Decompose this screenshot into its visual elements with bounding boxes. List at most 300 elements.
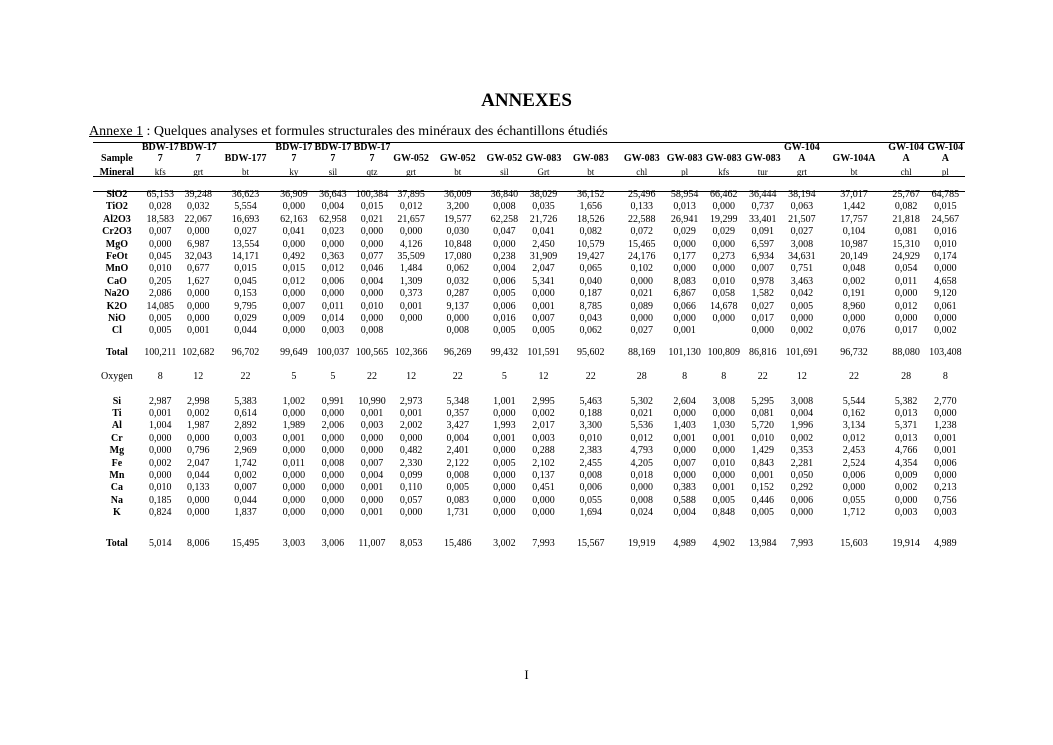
table-cell: 8,006	[187, 537, 210, 549]
table-cell: 22	[452, 371, 463, 383]
table-cell	[665, 382, 704, 394]
table-cell: 0,032	[187, 201, 210, 213]
table-cell: 2,604	[673, 395, 696, 407]
table-cell	[665, 518, 704, 536]
table-cell: 2,122	[446, 457, 469, 469]
table-cell: 0,005	[446, 482, 469, 494]
table-cell	[217, 358, 275, 370]
table-cell: 24,929	[892, 250, 920, 262]
table-cell: 0,006	[790, 494, 814, 506]
table-cell: 102,366	[394, 347, 428, 359]
table-cell: 0,005	[712, 494, 735, 506]
table-cell: 1,993	[493, 420, 516, 432]
table-cell	[926, 518, 965, 536]
table-cell: 1,429	[751, 445, 775, 457]
table-cell: 5,014	[149, 537, 172, 549]
table-cell: 101,591	[527, 347, 560, 359]
table-cell: GW-083	[525, 153, 562, 164]
table-cell: 0,000	[673, 408, 696, 420]
mineral-header-row	[93, 164, 965, 178]
table-cell: 14,171	[231, 250, 260, 262]
table-cell: 36,444	[749, 189, 777, 200]
row-label: Ti	[112, 408, 122, 420]
table-cell: 12	[538, 371, 549, 383]
table-cell: 0,000	[712, 263, 735, 275]
table-cell: 34,631	[788, 250, 816, 262]
annex-link[interactable]: Annexe 1	[89, 124, 144, 139]
table-cell: 0,162	[842, 408, 866, 420]
table-cell: 0,102	[630, 263, 654, 275]
table-cell: 10,579	[576, 238, 605, 250]
table-cell: 8	[157, 371, 163, 383]
table-cell: 0,177	[673, 250, 696, 262]
table-cell: ky	[289, 167, 299, 177]
table-cell	[743, 518, 782, 536]
table-cell	[313, 518, 352, 536]
table-cell	[704, 518, 743, 536]
table-cell: GW-104A	[888, 142, 924, 164]
table-cell: 17,080	[444, 250, 472, 262]
table-cell: 0,072	[630, 226, 654, 238]
table-cell: 0,011	[321, 300, 344, 312]
table-cell: 0,007	[673, 457, 696, 469]
table-cell: 0,007	[234, 482, 257, 494]
table-cell: 0,010	[149, 263, 172, 275]
table-cell: 0,006	[579, 482, 602, 494]
table-cell: sil	[328, 167, 338, 177]
table-cell: 4,766	[894, 445, 918, 457]
table-cell: 15,603	[840, 537, 868, 549]
table-cell: 12	[796, 371, 807, 383]
table-cell: GW-083	[666, 153, 703, 164]
table-cell: 2,770	[934, 395, 957, 407]
table-cell: 0,000	[673, 263, 696, 275]
table-cell: 1,002	[282, 395, 306, 407]
table-cell: 9,137	[446, 300, 469, 312]
table-cell: 0,000	[149, 445, 172, 457]
table-cell: 0,047	[493, 226, 516, 238]
row-label: CaO	[106, 275, 127, 287]
spacer-row	[93, 382, 965, 394]
table-cell	[618, 518, 665, 536]
table-cell: 0,000	[790, 312, 814, 324]
table-cell: sil	[500, 167, 509, 177]
table-cell: 0,043	[579, 312, 602, 324]
table-cell: 1,996	[790, 420, 814, 432]
table-cell: 0,213	[934, 482, 957, 494]
table-cell: bt	[454, 167, 462, 177]
table-cell: 0,000	[187, 312, 210, 324]
table-cell: 0,482	[399, 445, 423, 457]
table-cell: 0,292	[790, 482, 814, 494]
table-cell: 0,001	[934, 432, 957, 444]
table-cell: 36,009	[444, 189, 472, 200]
table-cell: 0,030	[446, 226, 469, 238]
table-cell: kfs	[718, 167, 730, 177]
table-cell: 0,021	[630, 408, 654, 420]
table-cell: 0,000	[673, 238, 696, 250]
row-label: Mineral	[99, 167, 135, 178]
table-cell: 100,565	[355, 347, 389, 359]
table-cell: 0,000	[446, 312, 469, 324]
cation-total-row	[93, 536, 965, 548]
table-cell: 15,465	[628, 238, 656, 250]
table-cell: bt	[242, 167, 250, 177]
table-cell: 5,536	[630, 420, 654, 432]
table-cell: 5	[330, 371, 336, 383]
table-cell: 0,001	[360, 408, 384, 420]
table-cell	[782, 518, 821, 536]
table-cell: 17,757	[840, 213, 868, 225]
table-cell: BDW-177	[224, 153, 267, 164]
table-cell: 1,004	[149, 420, 172, 432]
table-cell: 0,363	[321, 250, 345, 262]
table-cell: 86,816	[749, 347, 777, 359]
table-cell: Grt	[537, 167, 550, 177]
table-cell: 0,000	[282, 201, 306, 213]
table-cell: 0,005	[790, 300, 814, 312]
table-cell: 1,403	[673, 420, 696, 432]
mineral-analyses-table-wrap	[93, 142, 965, 549]
table-cell: 0,003	[321, 325, 345, 337]
table-cell: 102,682	[182, 347, 215, 359]
table-cell	[274, 358, 313, 370]
table-cell: 0,000	[321, 507, 345, 519]
table-cell: 0,012	[630, 432, 654, 444]
table-cell: 0,008	[446, 325, 469, 337]
table-cell: 0,012	[894, 300, 918, 312]
table-cell: 62,258	[490, 213, 519, 225]
table-cell: 0,001	[673, 432, 696, 444]
table-cell: 5	[291, 371, 297, 383]
table-cell: 2,453	[842, 445, 866, 457]
table-cell: 0,055	[842, 494, 866, 506]
table-cell: 38,194	[788, 189, 816, 200]
table-cell: 21,507	[788, 213, 816, 225]
table-cell: 1,731	[446, 507, 469, 519]
table-cell: 0,044	[234, 325, 257, 337]
table-cell: 2,892	[234, 420, 257, 432]
table-cell	[485, 518, 524, 536]
table-cell: 8,083	[673, 275, 696, 287]
table-cell: 25,767	[892, 189, 920, 200]
table-cell: 0,383	[673, 482, 696, 494]
table-cell: 2,330	[399, 457, 423, 469]
table-cell: 1,742	[234, 457, 257, 469]
table-cell: 0,000	[321, 470, 345, 482]
table-cell: 2,017	[532, 420, 555, 432]
table-cell: 0,077	[360, 250, 384, 262]
table-cell: 0,001	[360, 507, 384, 519]
row-label: Sample	[101, 153, 133, 164]
table-cell: 0,029	[712, 226, 735, 238]
table-cell: 15,495	[231, 537, 260, 549]
table-cell: bt	[587, 167, 595, 177]
table-cell: 0,011	[282, 457, 305, 469]
table-cell: 15,567	[576, 537, 605, 549]
table-cell: 5,720	[751, 420, 775, 432]
table-cell: BDW-177	[141, 142, 179, 164]
table-cell: 0,000	[282, 325, 306, 337]
table-cell: grt	[406, 167, 417, 177]
table-cell: 96,732	[840, 347, 868, 359]
table-cell: 0,004	[790, 408, 814, 420]
table-cell: 0,000	[187, 288, 210, 300]
row-label: Al	[111, 420, 122, 432]
table-cell: 0,000	[282, 445, 306, 457]
table-cell: 3,008	[790, 238, 814, 250]
oxide-row	[93, 287, 965, 299]
table-cell: 31,909	[529, 250, 558, 262]
table-cell: 28	[636, 371, 647, 383]
table-cell: 96,702	[231, 347, 260, 359]
table-cell: 0,000	[751, 325, 775, 337]
row-label: K2O	[106, 300, 128, 312]
table-cell: 2,006	[321, 420, 345, 432]
oxide-row	[93, 274, 965, 286]
table-cell: 0,000	[934, 470, 957, 482]
table-cell: 0,000	[321, 288, 345, 300]
table-cell: BDW-177	[275, 142, 313, 164]
table-cell: 0,191	[842, 288, 866, 300]
table-cell: 4,989	[934, 537, 957, 549]
table-cell	[926, 382, 965, 394]
table-cell: 10,987	[840, 238, 868, 250]
table-cell: 13,554	[231, 238, 260, 250]
table-cell: 0,373	[399, 288, 423, 300]
table-cell: 5	[501, 371, 507, 383]
table-cell: 0,010	[934, 238, 957, 250]
table-cell: 0,737	[751, 201, 775, 213]
table-cell: 0,083	[446, 494, 469, 506]
table-cell: 2,047	[187, 457, 210, 469]
table-cell: 0,006	[493, 300, 516, 312]
table-cell: 0,238	[493, 250, 516, 262]
table-cell: 3,463	[790, 275, 814, 287]
table-cell: 0,357	[446, 408, 469, 420]
table-cell: 0,000	[493, 494, 516, 506]
table-cell: 0,451	[532, 482, 555, 494]
table-cell: 5,554	[234, 201, 257, 213]
table-cell	[180, 382, 217, 394]
table-cell: 0,000	[149, 432, 172, 444]
table-cell: 0,796	[187, 445, 210, 457]
table-cell: 2,401	[446, 445, 469, 457]
table-cell: 0,013	[894, 432, 918, 444]
table-cell: 0,032	[446, 275, 469, 287]
table-cell: 0,000	[842, 312, 866, 324]
row-label: K	[112, 507, 121, 519]
table-cell: 0,021	[630, 288, 654, 300]
table-cell: 0,001	[360, 482, 384, 494]
table-cell: 39,248	[184, 189, 213, 200]
table-cell: 0,045	[149, 250, 172, 262]
table-cell: 0,110	[400, 482, 423, 494]
table-cell: 0,000	[282, 238, 306, 250]
oxide-row	[93, 312, 965, 324]
table-cell: 0,057	[399, 494, 423, 506]
table-cell	[563, 518, 618, 536]
oxide-row	[93, 178, 965, 200]
table-cell	[392, 518, 431, 536]
table-cell	[485, 382, 524, 394]
table-cell: 0,001	[282, 432, 306, 444]
table-cell: 0,017	[751, 312, 775, 324]
table-cell: 1,989	[282, 420, 306, 432]
table-cell: 15,310	[892, 238, 920, 250]
table-cell: 36,623	[231, 189, 260, 200]
table-cell	[431, 518, 485, 536]
table-cell: 19,427	[576, 250, 605, 262]
table-cell: 0,005	[751, 507, 775, 519]
table-cell: 1,309	[399, 275, 423, 287]
table-cell: 0,076	[842, 325, 866, 337]
table-cell: 62,163	[280, 213, 308, 225]
table-cell	[431, 382, 485, 394]
table-cell	[524, 358, 563, 370]
table-cell: 18,583	[146, 213, 175, 225]
table-cell	[274, 518, 313, 536]
table-cell: 0,000	[493, 408, 516, 420]
table-cell: 0,008	[493, 201, 516, 213]
table-cell: 0,082	[579, 226, 602, 238]
table-cell: 0,013	[673, 201, 696, 213]
table-cell: grt	[796, 167, 807, 177]
table-cell: 5,295	[751, 395, 775, 407]
table-cell: 0,013	[894, 408, 918, 420]
table-cell	[926, 358, 965, 370]
table-cell: 0,152	[751, 482, 775, 494]
table-cell: 0,017	[894, 325, 918, 337]
table-cell: 0,000	[282, 507, 306, 519]
table-cell	[352, 518, 391, 536]
row-label: Cr	[111, 432, 123, 444]
table-cell: 14,085	[146, 300, 175, 312]
table-cell: 0,000	[532, 507, 555, 519]
table-cell: 18,526	[576, 213, 605, 225]
table-cell: 0,000	[712, 445, 735, 457]
table-cell: 0,042	[790, 288, 814, 300]
table-cell: 0,012	[282, 275, 306, 287]
table-cell: 0,002	[149, 457, 172, 469]
table-cell	[392, 382, 431, 394]
table-cell	[887, 518, 926, 536]
table-cell: 0,004	[360, 275, 384, 287]
table-cell: 0,000	[630, 275, 654, 287]
table-cell: 6,987	[187, 238, 210, 250]
table-cell	[821, 518, 886, 536]
table-cell: 22	[848, 371, 859, 383]
oxide-row	[93, 299, 965, 311]
row-label	[93, 382, 141, 394]
table-cell: 2,047	[532, 263, 555, 275]
table-cell: 0,287	[446, 288, 469, 300]
table-cell: 7,993	[790, 537, 814, 549]
table-cell	[141, 518, 180, 536]
table-cell: 0,000	[360, 445, 384, 457]
table-cell: 8,053	[399, 537, 423, 549]
table-cell: 0,055	[579, 494, 602, 506]
table-cell: BDW-177	[353, 142, 391, 164]
table-cell: 36,840	[490, 189, 519, 200]
table-cell: 0,000	[187, 432, 210, 444]
table-cell: 0,492	[282, 250, 306, 262]
row-label: Total	[105, 537, 128, 549]
table-cell: 0,004	[446, 432, 469, 444]
table-cell: 0,010	[751, 432, 775, 444]
table-cell: 2,455	[579, 457, 602, 469]
table-cell: 0,002	[790, 432, 814, 444]
table-cell: 0,677	[187, 263, 210, 275]
table-cell: 0,000	[321, 494, 345, 506]
table-cell	[141, 382, 180, 394]
table-cell: 22,067	[184, 213, 213, 225]
table-cell: 0,000	[493, 238, 516, 250]
table-cell: 0,002	[790, 325, 814, 337]
table-cell: 0,000	[894, 312, 918, 324]
table-cell: qtz	[366, 167, 378, 177]
table-cell: 0,000	[630, 482, 654, 494]
table-cell: 0,000	[712, 201, 735, 213]
table-cell: 0,848	[712, 507, 735, 519]
table-cell: 0,000	[493, 445, 516, 457]
oxide-row	[93, 262, 965, 274]
table-cell: 0,000	[712, 238, 735, 250]
table-cell: 8,785	[579, 300, 602, 312]
table-cell: 0,005	[493, 325, 516, 337]
table-cell: 0,015	[934, 201, 957, 213]
table-cell: 2,002	[399, 420, 423, 432]
table-cell: 0,001	[399, 300, 423, 312]
sample-header-row	[93, 142, 965, 164]
table-cell: 3,006	[321, 537, 345, 549]
table-cell: 19,914	[892, 537, 920, 549]
table-cell: 0,008	[321, 457, 345, 469]
table-cell: 0,054	[894, 263, 918, 275]
table-cell: 19,919	[628, 537, 656, 549]
table-cell	[618, 358, 665, 370]
table-cell: 0,016	[934, 226, 957, 238]
table-cell: 0,000	[360, 494, 384, 506]
cation-row	[93, 506, 965, 518]
table-cell: 3,427	[446, 420, 469, 432]
cation-row	[93, 444, 965, 456]
table-cell: 0,091	[751, 226, 775, 238]
table-cell	[782, 358, 821, 370]
row-label: SiO2	[106, 189, 128, 200]
table-cell	[274, 382, 313, 394]
table-cell: 0,004	[321, 201, 345, 213]
table-cell: 0,082	[894, 201, 918, 213]
table-cell: 24,176	[628, 250, 656, 262]
table-cell: 21,657	[397, 213, 425, 225]
table-cell: 8	[721, 371, 727, 383]
table-cell: 0,003	[234, 432, 257, 444]
row-label: Ca	[110, 482, 123, 494]
table-cell: 19,299	[709, 213, 738, 225]
table-cell: 19,577	[444, 213, 472, 225]
table-cell: 0,000	[149, 238, 172, 250]
table-cell: 0,065	[579, 263, 602, 275]
table-cell: 0,001	[149, 408, 172, 420]
table-cell: GW-104A	[832, 153, 876, 164]
table-cell: 13,984	[749, 537, 777, 549]
table-cell: 5,348	[446, 395, 469, 407]
table-cell: 0,012	[321, 263, 345, 275]
table-cell: 0,185	[149, 494, 172, 506]
table-cell: 0,058	[712, 288, 735, 300]
table-cell: 0,046	[360, 263, 384, 275]
